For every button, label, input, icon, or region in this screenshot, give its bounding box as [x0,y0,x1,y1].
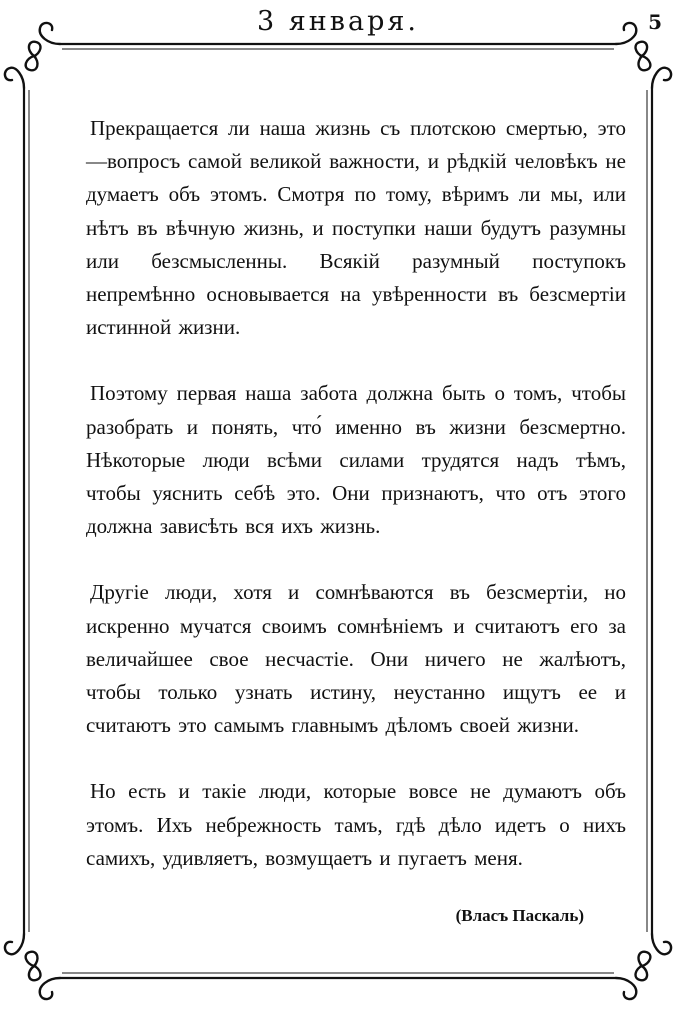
article-body [86,112,626,908]
paragraph: Другіе люди, хотя и сомнѣваются въ безсмертіи, но искренно мучатся своимъ сомнѣніемъ и считаютъ его за величайшее свое несчастіе. Они ничего не жалѣютъ, чтобы только узнать истину, неустанно ищутъ ее и считаютъ это самымъ главнымъ дѣломъ своей жизни. [86,580,626,738]
author-signature: (Власъ Паскаль) [455,906,584,925]
page-header [0,6,676,46]
page-title: 3 января. [257,6,419,37]
paragraph: Но есть и такіе люди, которые вовсе не думаютъ объ этомъ. Ихъ небрежность тамъ, гдѣ дѣло идетъ о нихъ самихъ, удивляетъ, возмущаетъ и пугаетъ меня. [86,779,626,870]
page-number: 5 [648,10,662,34]
paragraph: Прекращается ли наша жизнь съ плотскою смертью, это—вопросъ самой великой важности, и рѣдкій человѣкъ не думаетъ объ этомъ. Смотря по тому, вѣримъ ли мы, или нѣтъ въ вѣчную жизнь, и поступки наши будутъ разумны или безсмысленны. Всякій разумный поступокъ непремѣнно основывается на увѣренности въ безсмертіи истинной жизни. [86,116,626,340]
paragraph: Поэтому первая наша забота должна быть о томъ, чтобы разобрать и понять, что́ именно въ жизни безсмертно. Нѣкоторые люди всѣми силами трудятся надъ тѣмъ, чтобы уяснить себѣ это. Они признаютъ, что отъ этого должна зависѣть вся ихъ жизнь. [86,381,626,539]
